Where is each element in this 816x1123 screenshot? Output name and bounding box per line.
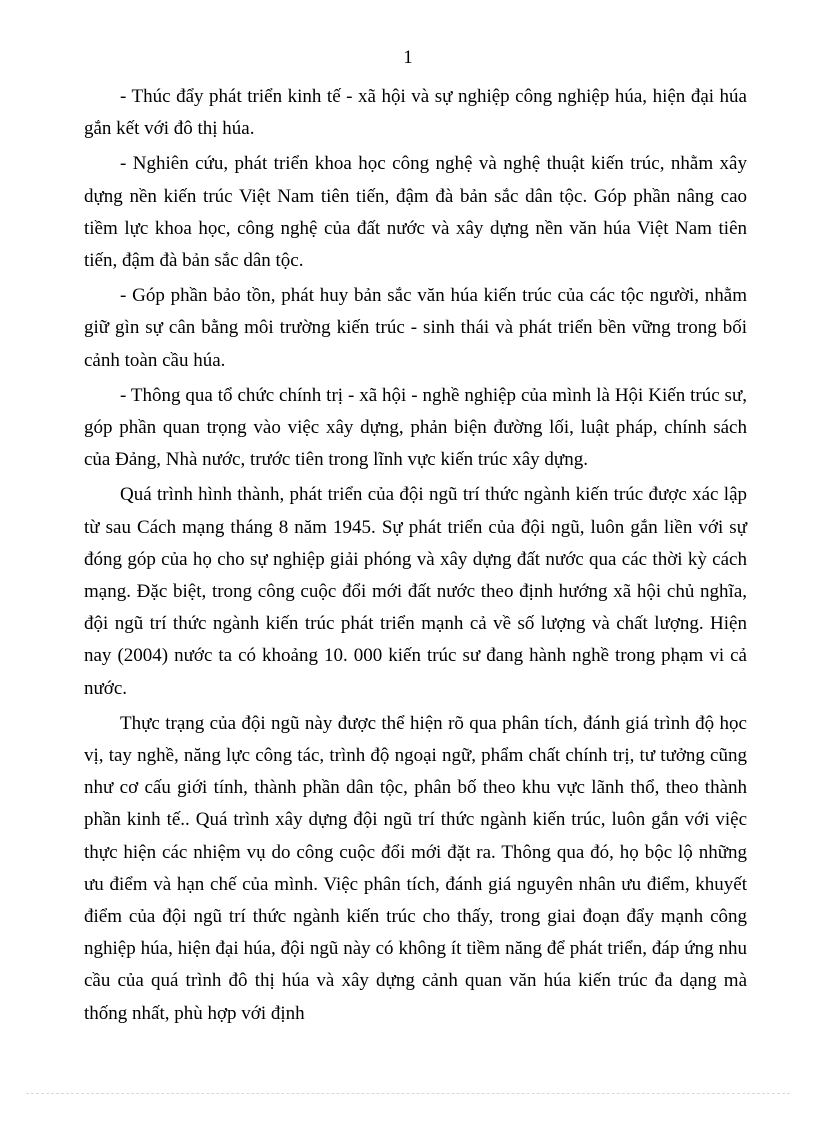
paragraph-goal-1: - Thúc đẩy phát triển kinh tế - xã hội và sự nghiệp công nghiệp húa, hiện đại húa gắn kết với đô thị húa. — [84, 86, 747, 140]
paragraph-formation: Quá trình hình thành, phát triển của đội ngũ trí thức ngành kiến trúc được xác lập từ sau Cách mạng tháng 8 năm 1945. Sự phát triển của đội ngũ, luôn gắn liền với sự đóng góp của họ cho sự nghiệp giải phóng và xây dựng đất nước qua các thời kỳ cách mạng. Đặc biệt, trong công cuộc đổi mới đất nước theo định hướng xã hội chủ nghĩa, đội ngũ trí thức ngành kiến trúc phát triển mạnh cả về số lượng và chất lượng. Hiện nay (2004) nước ta có khoảng 10. 000 kiến trúc sư đang hành nghề trong phạm vi cả nước. — [84, 484, 747, 699]
paragraph-goal-3: - Góp phần bảo tồn, phát huy bản sắc văn húa kiến trúc của các tộc người, nhằm giữ gìn sự cân bằng môi trường kiến trúc - sinh thái và phát triển bền vững trong bối cảnh toàn cầu húa. — [84, 285, 747, 371]
paragraph-goal-2: - Nghiên cứu, phát triển khoa học công nghệ và nghệ thuật kiến trúc, nhằm xây dựng nền kiến trúc Việt Nam tiên tiến, đậm đà bản sắc dân tộc. Góp phần nâng cao tiềm lực khoa học, công nghệ của đất nước và xây dựng nền văn húa Việt Nam tiên tiến, đậm đà bản sắc dân tộc. — [84, 153, 747, 272]
paragraph-goal-4: - Thông qua tổ chức chính trị - xã hội - nghề nghiệp của mình là Hội Kiến trúc sư, góp phần quan trọng vào việc xây dựng, phản biện đường lối, luật pháp, chính sách của Đảng, Nhà nước, trước tiên trong lĩnh vực kiến trúc xây dựng. — [84, 384, 747, 471]
paragraph-current-state: Thực trạng của đội ngũ này được thể hiện rõ qua phân tích, đánh giá trình độ học vị, tay nghề, năng lực công tác, trình độ ngoại ngữ, phẩm chất chính trị, tư tưởng cũng như cơ cấu giới tính, thành phần dân tộc, phân bố theo khu vực lãnh thổ, theo thành phần kinh tế.. Quá trình xây dựng đội ngũ trí thức ngành kiến trúc, luôn gắn với việc thực hiện các nhiệm vụ do công cuộc đổi mới đặt ra. Thông qua đó, họ bộc lộ những ưu điểm và hạn chế của mình. Việc phân tích, đánh giá nguyên nhân ưu điểm, khuyết điểm của đội ngũ trí thức ngành kiến trúc cho thấy, trong giai đoạn đẩy mạnh công nghiệp húa, hiện đại húa, đội ngũ này có không ít tiềm năng để phát triển, đáp ứng nhu cầu của quá trình đô thị húa và xây dựng cảnh quan văn húa kiến trúc đa dạng mà thống nhất, phù hợp với định — [84, 712, 747, 1024]
page-bottom-divider — [26, 1093, 790, 1094]
page-number: 1 — [403, 47, 413, 68]
document-body — [84, 81, 747, 1033]
